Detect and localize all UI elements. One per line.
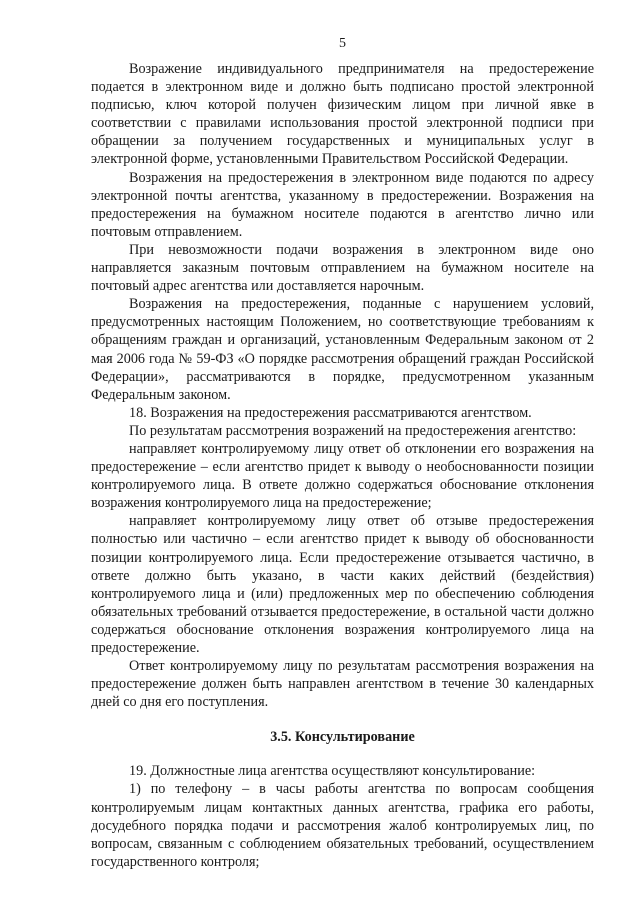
- paragraph: 18. Возражения на предостережения рассматриваются агентством.: [129, 404, 532, 421]
- paragraph: По результатам рассмотрения возражений на предостережения агентство:: [129, 422, 577, 439]
- paragraph: Возражение индивидуального предпринимателя на предостережение подается в электронном виде и должно быть подписано простой электронной подписью, ключ которой получен физическим лицом при личной явке в соответствии с правилами использования простой электронной подписи при обращении за получением государственных и муниципальных услуг в электронной форме, установленными Правительством Российской Федерации.: [91, 61, 594, 168]
- paragraph: направляет контролируемому лицу ответ об отклонении его возражения на предостережение – если агентство придет к выводу о необоснованности позиции контролируемого лица. В ответе должно содержаться обоснование отклонения возражения контролируемого лица на предостережение;: [91, 440, 594, 512]
- paragraph: 19. Должностные лица агентства осуществляют консультирование:: [129, 763, 536, 780]
- paragraph: 1) по телефону – в часы работы агентства по вопросам сообщения контролируемым лицам контактных данных агентства, графика его работы, досудебного порядка подачи и рассмотрения жалоб контролируемых лиц, по вопросам, связанным с соблюдением обязательных требований, осуществлением государственного контроля;: [91, 781, 594, 870]
- paragraph: Ответ контролируемому лицу по результатам рассмотрения возражения на предостережение должен быть направлен агентством в течение 30 календарных дней со дня его поступления.: [91, 658, 594, 711]
- paragraph: направляет контролируемому лицу ответ об отзыве предостережения полностью или частично – если агентство придет к выводу об обоснованности позиции контролируемого лица. Если предостережение отзывается частично, в ответе должно быть указано, в части каких действий (бездействия) контролируемого лица и (или) предложенных мер по обеспечению соблюдения обязательных требований отзывается предостережение, в остальной части должно содержаться обоснование отклонения возражения контролируемого лица на предостережение.: [91, 513, 594, 656]
- page-number: 5: [339, 36, 346, 51]
- paragraph: Возражения на предостережения в электронном виде подаются по адресу электронной почты агентства, указанному в предостережении. Возражения на предостережения на бумажном носителе подаются в агентство лично или почтовым отправлением.: [91, 169, 594, 240]
- paragraph: Возражения на предостережения, поданные с нарушением условий, предусмотренных настоящим Положением, но соответствующие требованиям к обращениям граждан и организаций, установленным Федеральным законом от 2 мая 2006 года № 59-ФЗ «О порядке рассмотрения обращений граждан Российской Федерации», рассматриваются в порядке, предусмотренном указанным Федеральным законом.: [91, 296, 594, 403]
- section-heading: 3.5. Консультирование: [270, 729, 415, 746]
- paragraph: При невозможности подачи возражения в электронном виде оно направляется заказным почтовым отправлением на бумажном носителе на почтовый адрес агентства или доставляется нарочным.: [91, 241, 594, 295]
